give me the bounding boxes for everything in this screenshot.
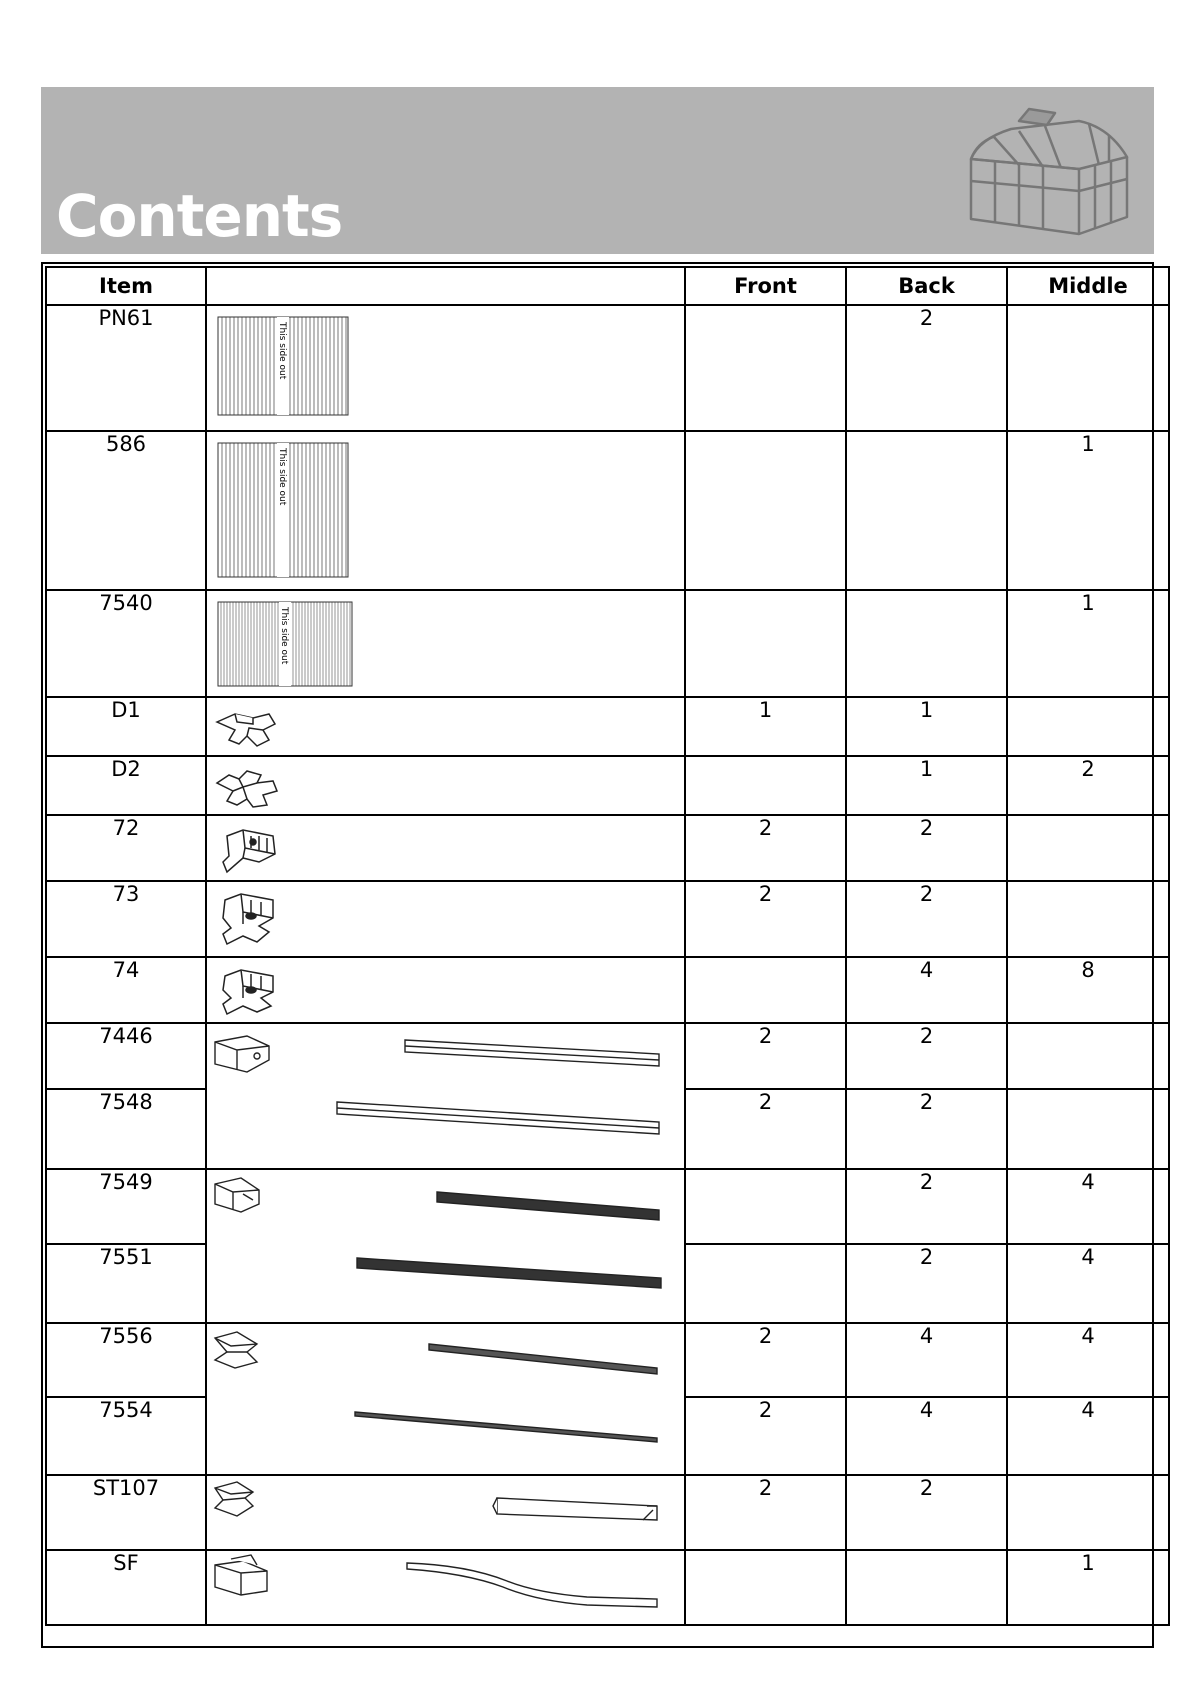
qty-back: 2 bbox=[846, 1244, 1007, 1323]
item-code: 7554 bbox=[46, 1397, 206, 1475]
qty-front: 2 bbox=[685, 1323, 846, 1397]
qty-front: 2 bbox=[685, 1397, 846, 1475]
contents-table bbox=[45, 266, 1170, 1626]
bracket-icon bbox=[213, 822, 283, 878]
qty-front bbox=[685, 590, 846, 697]
qty-middle: 1 bbox=[1007, 431, 1169, 590]
table-row bbox=[46, 1169, 1169, 1244]
column-header-front: Front bbox=[685, 267, 846, 305]
table-row bbox=[46, 957, 1169, 1023]
qty-back: 2 bbox=[846, 1089, 1007, 1169]
item-picture bbox=[206, 1023, 685, 1169]
connector-icon bbox=[213, 763, 283, 813]
item-code: 73 bbox=[46, 881, 206, 957]
item-picture bbox=[206, 1550, 685, 1625]
qty-front bbox=[685, 957, 846, 1023]
item-picture bbox=[206, 1475, 685, 1550]
bracket-icon bbox=[213, 888, 283, 950]
qty-middle: 4 bbox=[1007, 1397, 1169, 1475]
qty-front: 2 bbox=[685, 881, 846, 957]
page-title: Contents bbox=[56, 182, 343, 250]
header-band bbox=[41, 87, 1154, 254]
qty-front: 2 bbox=[685, 1089, 846, 1169]
item-code: SF bbox=[46, 1550, 206, 1625]
panel-label: This side out bbox=[277, 448, 287, 506]
table-header-row bbox=[46, 267, 1169, 305]
panel-icon bbox=[217, 442, 357, 582]
item-picture bbox=[206, 957, 685, 1023]
qty-front bbox=[685, 305, 846, 431]
column-header-back: Back bbox=[846, 267, 1007, 305]
panel-label: This side out bbox=[277, 322, 287, 380]
qty-back bbox=[846, 1550, 1007, 1625]
greenhouse-icon bbox=[959, 99, 1139, 249]
qty-back: 4 bbox=[846, 957, 1007, 1023]
item-code: 72 bbox=[46, 815, 206, 881]
qty-middle bbox=[1007, 1475, 1169, 1550]
table-row bbox=[46, 815, 1169, 881]
item-code: D1 bbox=[46, 697, 206, 756]
qty-back: 2 bbox=[846, 1169, 1007, 1244]
panel-icon bbox=[217, 316, 357, 424]
table-row bbox=[46, 305, 1169, 431]
column-header-picture bbox=[206, 267, 685, 305]
item-picture bbox=[206, 756, 685, 815]
qty-front: 2 bbox=[685, 1475, 846, 1550]
item-code: 7556 bbox=[46, 1323, 206, 1397]
item-code: 7549 bbox=[46, 1169, 206, 1244]
table-row bbox=[46, 697, 1169, 756]
item-picture bbox=[206, 305, 685, 431]
item-code: D2 bbox=[46, 756, 206, 815]
qty-middle: 4 bbox=[1007, 1323, 1169, 1397]
qty-middle bbox=[1007, 1023, 1169, 1089]
qty-front: 2 bbox=[685, 1023, 846, 1089]
qty-middle: 8 bbox=[1007, 957, 1169, 1023]
qty-middle: 2 bbox=[1007, 756, 1169, 815]
item-code: 7446 bbox=[46, 1023, 206, 1089]
qty-middle bbox=[1007, 697, 1169, 756]
qty-front: 2 bbox=[685, 815, 846, 881]
qty-middle bbox=[1007, 305, 1169, 431]
column-header-item: Item bbox=[46, 267, 206, 305]
item-code: 74 bbox=[46, 957, 206, 1023]
table-row bbox=[46, 1475, 1169, 1550]
panel-label: This side out bbox=[279, 607, 289, 665]
qty-front bbox=[685, 1169, 846, 1244]
item-code: 7551 bbox=[46, 1244, 206, 1323]
item-code: 586 bbox=[46, 431, 206, 590]
item-code: PN61 bbox=[46, 305, 206, 431]
panel-icon bbox=[217, 601, 357, 693]
table-row bbox=[46, 881, 1169, 957]
table-row bbox=[46, 756, 1169, 815]
qty-middle: 1 bbox=[1007, 1550, 1169, 1625]
item-picture bbox=[206, 697, 685, 756]
bracket-icon bbox=[213, 964, 283, 1020]
item-code: 7540 bbox=[46, 590, 206, 697]
qty-back: 2 bbox=[846, 1475, 1007, 1550]
qty-back: 2 bbox=[846, 1023, 1007, 1089]
qty-back bbox=[846, 431, 1007, 590]
profile-icon bbox=[207, 1024, 677, 1164]
item-picture bbox=[206, 881, 685, 957]
qty-middle bbox=[1007, 815, 1169, 881]
qty-back: 2 bbox=[846, 815, 1007, 881]
profile-icon bbox=[207, 1476, 677, 1546]
item-picture bbox=[206, 590, 685, 697]
table-row bbox=[46, 431, 1169, 590]
qty-middle: 4 bbox=[1007, 1244, 1169, 1323]
qty-back: 4 bbox=[846, 1323, 1007, 1397]
qty-middle: 1 bbox=[1007, 590, 1169, 697]
connector-icon bbox=[213, 704, 283, 754]
item-picture bbox=[206, 1169, 685, 1323]
qty-front bbox=[685, 756, 846, 815]
table-row bbox=[46, 1550, 1169, 1625]
qty-back: 2 bbox=[846, 305, 1007, 431]
qty-front bbox=[685, 1550, 846, 1625]
qty-back: 2 bbox=[846, 881, 1007, 957]
column-header-middle: Middle bbox=[1007, 267, 1169, 305]
item-picture bbox=[206, 431, 685, 590]
profile-icon bbox=[207, 1551, 677, 1621]
qty-back bbox=[846, 590, 1007, 697]
qty-back: 4 bbox=[846, 1397, 1007, 1475]
profile-icon bbox=[207, 1324, 677, 1474]
item-picture bbox=[206, 1323, 685, 1475]
qty-middle bbox=[1007, 881, 1169, 957]
qty-middle: 4 bbox=[1007, 1169, 1169, 1244]
qty-front: 1 bbox=[685, 697, 846, 756]
item-code: ST107 bbox=[46, 1475, 206, 1550]
item-picture bbox=[206, 815, 685, 881]
qty-front bbox=[685, 1244, 846, 1323]
qty-middle bbox=[1007, 1089, 1169, 1169]
table-row bbox=[46, 1323, 1169, 1397]
table-row bbox=[46, 590, 1169, 697]
qty-front bbox=[685, 431, 846, 590]
table-row bbox=[46, 1023, 1169, 1089]
qty-back: 1 bbox=[846, 697, 1007, 756]
item-code: 7548 bbox=[46, 1089, 206, 1169]
profile-icon bbox=[207, 1170, 677, 1320]
qty-back: 1 bbox=[846, 756, 1007, 815]
